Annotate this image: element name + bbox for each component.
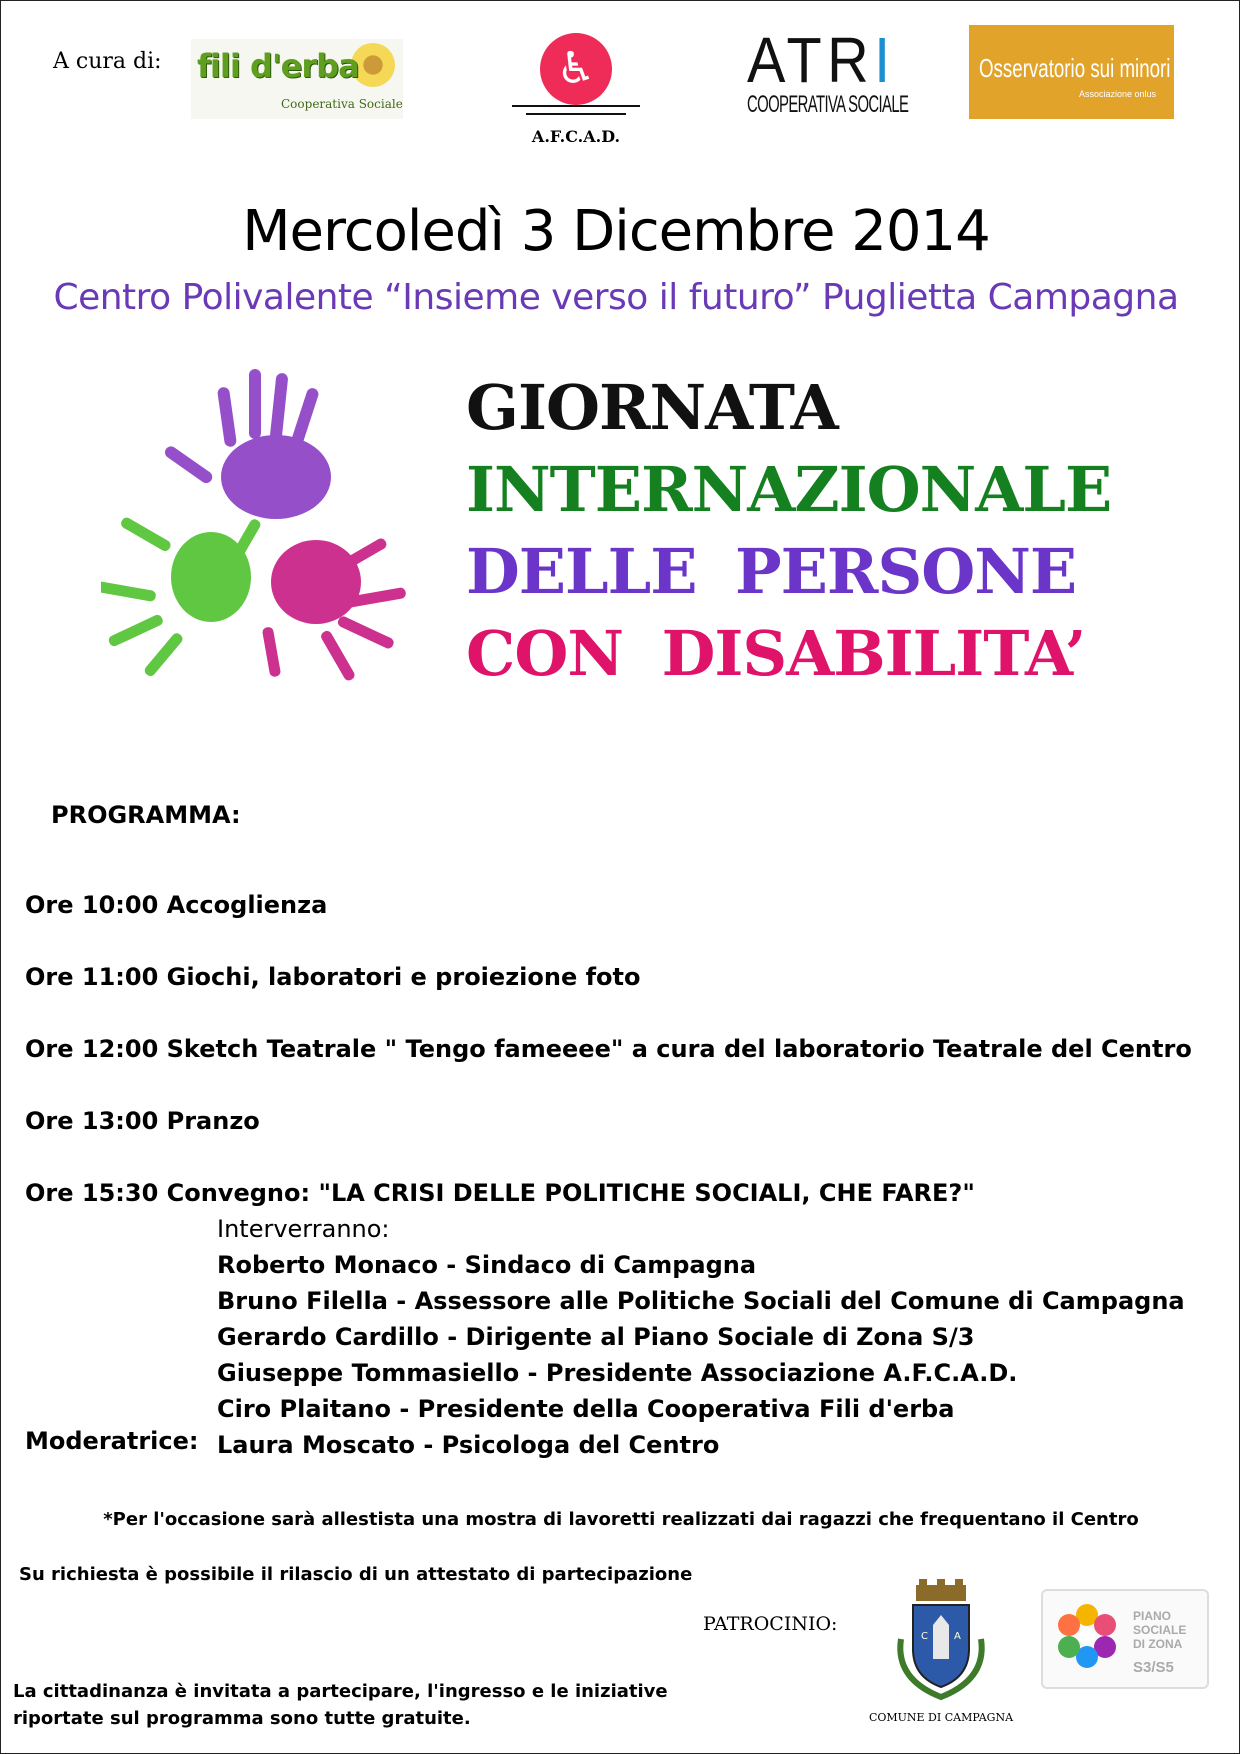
title-line-2: INTERNAZIONALE (466, 453, 1112, 526)
green-hand (101, 516, 262, 678)
osservatorio-subtitle: Associazione onlus (1079, 89, 1157, 99)
comune-campagna-logo (861, 1579, 1021, 1724)
title-line-1: GIORNATA (466, 371, 838, 444)
speaker-item: Roberto Monaco - Sindaco di Campagna (217, 1251, 757, 1279)
speaker-item: Bruno Filella - Assessore alle Politiche Sociali del Comune di Campagna (217, 1287, 1185, 1315)
coat-of-arms-icon (861, 1579, 1021, 1709)
comune-label: COMUNE DI CAMPAGNA (868, 1711, 1014, 1724)
atri-logo (743, 23, 909, 123)
osservatorio-logo (969, 25, 1174, 119)
afcad-line (526, 113, 626, 115)
purple-hand (163, 369, 331, 519)
program-item: Ore 11:00 Giochi, laboratori e proiezione foto (25, 963, 641, 991)
fili-derba-subtitle: Cooperativa Sociale (281, 97, 403, 111)
wheelchair-icon: ♿ (540, 33, 612, 105)
speaker-item: Ciro Plaitano - Presidente della Cooperativa Fili d'erba (217, 1395, 955, 1423)
event-date: Mercoledì 3 Dicembre 2014 (242, 199, 990, 264)
magenta-hand (262, 537, 407, 683)
title-line-3: DELLE PERSONE (466, 535, 1077, 608)
atri-subtitle: COOPERATIVA SOCIALE (747, 91, 909, 118)
svg-text:A: A (954, 1631, 961, 1642)
program-item: Ore 10:00 Accoglienza (25, 891, 328, 919)
painted-hands-image (101, 357, 441, 702)
invitation-text: La cittadinanza è invitata a partecipare, l'ingresso e le iniziative riportate sul programma sono tutte gratuite. (13, 1681, 668, 1729)
fili-derba-name: fili d'erba (197, 47, 359, 85)
moderator-label: Moderatrice: (25, 1427, 199, 1455)
moderator-name: Laura Moscato - Psicologa del Centro (217, 1431, 720, 1459)
patrocinio-label: PATROCINIO: (703, 1613, 838, 1635)
event-venue: Centro Polivalente “Insieme verso il futuro” Puglietta Campagna (53, 277, 1179, 318)
piano-sociale-logo (1041, 1589, 1209, 1689)
atri-name-b: I (874, 24, 896, 96)
speaker-item: Gerardo Cardillo - Dirigente al Piano Sociale di Zona S/3 (217, 1323, 975, 1351)
afcad-line (512, 105, 640, 107)
program-item: Ore 12:00 Sketch Teatrale " Tengo fameeee" a cura del laboratorio Teatrale del Centro (25, 1035, 1192, 1063)
osservatorio-name: Osservatorio sui minori (979, 53, 1171, 83)
program-title: PROGRAMMA: (51, 801, 241, 829)
atri-name-a: ATR (747, 24, 875, 96)
exhibition-note: *Per l'occasione sarà allestista una mostra di lavoretti realizzati dai ragazzi che frequentano il Centro (103, 1509, 1139, 1530)
speaker-item: Giuseppe Tommasiello - Presidente Associazione A.F.C.A.D. (217, 1359, 1018, 1387)
piano-sociale-code: S3/S5 (1133, 1659, 1174, 1676)
flower-icon (1047, 1593, 1127, 1683)
afcad-label: A.F.C.A.D. (531, 127, 621, 146)
speakers-label: Interverranno: (217, 1215, 390, 1243)
fili-derba-logo (191, 39, 403, 119)
svg-text:C: C (921, 1631, 928, 1642)
attestato-note: Su richiesta è possibile il rilascio di un attestato di partecipazione (19, 1564, 693, 1585)
title-line-4: CON DISABILITA’ (466, 617, 1086, 690)
atri-name (747, 23, 896, 97)
cura-label: A cura di: (53, 49, 162, 74)
program-item: Ore 13:00 Pranzo (25, 1107, 260, 1135)
program-item: Ore 15:30 Convegno: "LA CRISI DELLE POLITICHE SOCIALI, CHE FARE?" (25, 1179, 975, 1207)
afcad-logo (506, 23, 646, 153)
piano-sociale-text: PIANO SOCIALE DI ZONA (1133, 1609, 1187, 1651)
